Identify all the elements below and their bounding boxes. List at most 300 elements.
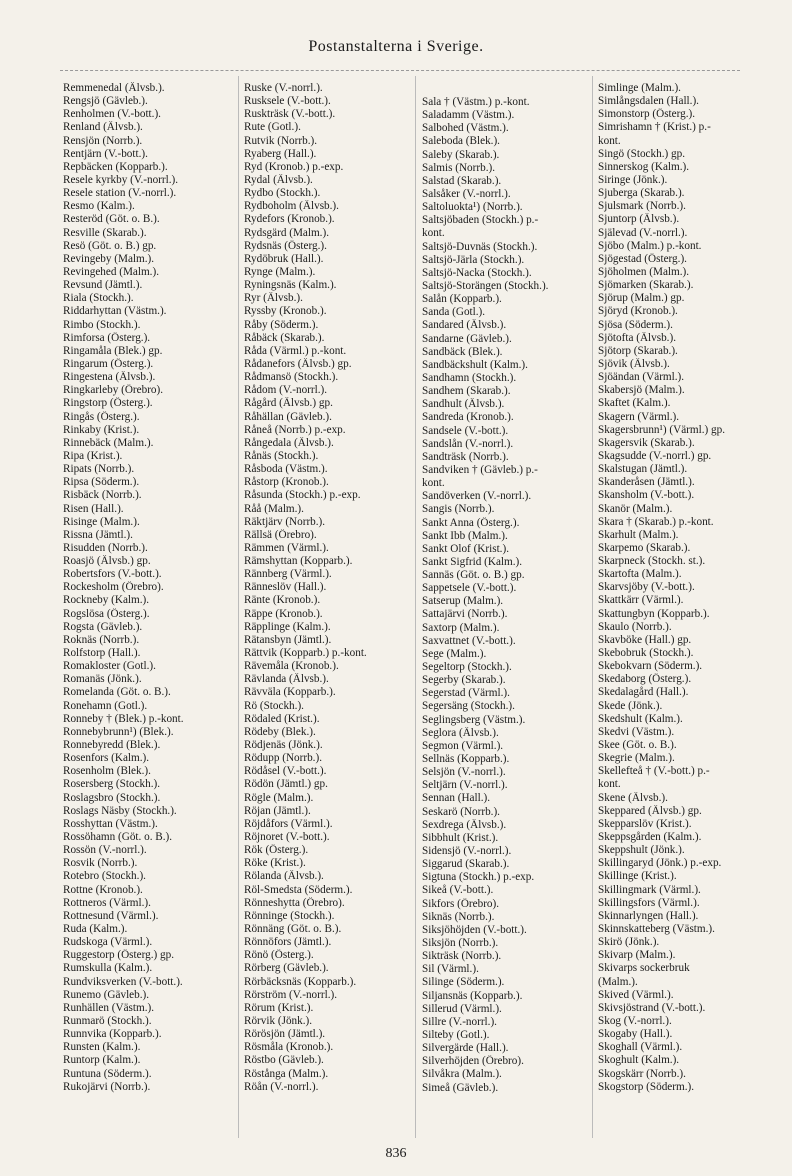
list-item: Sandviken † (Gävleb.) p.- <box>422 463 538 476</box>
list-item: Silteby (Gotl.). <box>422 1028 490 1041</box>
list-item: Skavböke (Hall.) gp. <box>598 633 692 646</box>
list-item: Saleby (Skarab.). <box>422 148 500 161</box>
list-item: Röjnoret (V.-bott.). <box>244 831 330 844</box>
list-item: Rösmåla (Kronob.). <box>244 1041 334 1054</box>
list-item: Sellnäs (Kopparb.). <box>422 753 510 766</box>
list-item: Skedshult (Kalm.). <box>598 712 683 725</box>
list-item: Salbohed (Västm.). <box>422 122 509 135</box>
list-item: Skebokvarn (Söderm.). <box>598 660 703 673</box>
list-item: Skedalagård (Hall.). <box>598 686 689 699</box>
list-item: Rönnöfors (Jämtl.). <box>244 936 332 949</box>
list-item: Resmo (Kalm.). <box>63 200 135 213</box>
list-item: Rångedala (Älvsb.). <box>244 436 334 449</box>
list-item: Skinnarlyngen (Hall.). <box>598 909 699 922</box>
list-item: Revsund (Jämtl.). <box>63 279 143 292</box>
list-item: Rönnäng (Göt. o. B.). <box>244 923 342 935</box>
list-item: Röstbo (Gävleb.). <box>244 1054 324 1067</box>
list-item: Roslagsbro (Stockh.). <box>63 791 161 804</box>
list-item: Siljansnäs (Kopparb.). <box>422 989 523 1002</box>
list-item: Rörström (V.-norrl.). <box>244 988 338 1001</box>
list-item: Rotebro (Stockh.). <box>63 870 146 883</box>
list-item: Skedvi (Västm.). <box>598 725 675 738</box>
list-item: Resville (Skarab.). <box>63 226 147 239</box>
list-item: Rörbäcksnäs (Kopparb.). <box>244 975 357 988</box>
list-item: Råneå (Norrb.) p.-exp. <box>244 423 346 436</box>
list-item: Resö (Göt. o. B.) gp. <box>63 239 157 252</box>
list-item: Risinge (Malm.). <box>63 515 140 528</box>
list-item: Rynge (Malm.). <box>244 265 316 278</box>
list-item: Sjulsmark (Norrb.). <box>598 200 686 213</box>
list-item: Skartofta (Malm.). <box>598 568 682 581</box>
list-item: Ronneby † (Blek.) p.-kont. <box>63 712 184 725</box>
list-item: Segerby (Skarab.). <box>422 674 506 687</box>
list-item: kont. <box>422 477 445 490</box>
list-item: Sandared (Älvsb.). <box>422 319 507 332</box>
list-item: Simeå (Gävleb.). <box>422 1081 499 1094</box>
list-item: Ryaberg (Hall.). <box>244 147 317 160</box>
list-item: Resteröd (Göt. o. B.). <box>63 213 160 226</box>
list-item: Salstad (Skarab.). <box>422 174 502 187</box>
list-item: Skaftet (Kalm.). <box>598 397 671 410</box>
list-item: Skellefteå † (V.-bott.) p.- <box>598 765 710 778</box>
list-item: Rätansbyn (Jämtl.). <box>244 633 332 646</box>
list-item: Ronnebyredd (Blek.). <box>63 739 161 752</box>
list-item: Sangis (Norrb.). <box>422 503 495 516</box>
list-item: Rävväla (Kopparb.). <box>244 686 336 699</box>
list-item: Runsten (Kalm.). <box>63 1041 141 1054</box>
list-item: Rogsta (Gävleb.). <box>63 620 143 633</box>
list-item: Skagersbrunn¹) (Värml.) gp. <box>598 423 726 436</box>
list-item: Saltsjö-Duvnäs (Stockh.). <box>422 240 538 253</box>
list-item: Sandhem (Skarab.). <box>422 385 511 398</box>
list-item: Salmis (Norrb.). <box>422 161 496 174</box>
list-item: Salsåker (V.-norrl.). <box>422 187 511 200</box>
list-item: Seskarö (Norrb.). <box>422 805 500 818</box>
list-item: Sala † (Västm.) p.-kont. <box>422 96 530 108</box>
list-item: Rockneby (Kalm.). <box>63 594 150 607</box>
list-item: Råbäck (Skarab.). <box>244 331 325 344</box>
list-item: Sappetsele (V.-bott.). <box>422 582 517 595</box>
list-item: Sibbhult (Krist.). <box>422 831 499 844</box>
list-item: Röjdåfors (Värml.). <box>244 817 333 830</box>
list-item: Sexdrega (Älvsb.). <box>422 818 507 831</box>
list-item: Rensjön (Norrb.). <box>63 134 143 147</box>
list-item: Skived (Värml.). <box>598 988 674 1001</box>
list-item: Sandarne (Gävleb.). <box>422 332 512 345</box>
list-item: Skogskärr (Norrb.). <box>598 1067 686 1080</box>
list-item: Ripats (Norrb.). <box>63 463 135 476</box>
list-item: Rutvik (Norrb.). <box>244 134 318 147</box>
list-item: Råstorp (Kronob.). <box>244 476 329 489</box>
list-item: Segeltorp (Stockh.). <box>422 661 512 674</box>
list-item: Rådmansö (Stockh.). <box>244 371 339 384</box>
list-item: Repbäcken (Kopparb.). <box>63 160 168 173</box>
list-item: Rödön (Jämtl.) gp. <box>244 778 328 791</box>
list-item: Skeppsgården (Kalm.). <box>598 831 702 844</box>
column-separator <box>592 76 593 1138</box>
list-item: Rödjenäs (Jönk.). <box>244 739 323 752</box>
list-item: Siksjöhöjden (V.-bott.). <box>422 923 527 936</box>
header-rule <box>60 70 740 71</box>
list-item: Sigtuna (Stockh.) p.-exp. <box>422 871 535 884</box>
list-item: Skarhult (Malm.). <box>598 528 679 541</box>
list-item: Rosersberg (Stockh.). <box>63 778 161 791</box>
list-item: Ränneslöv (Hall.). <box>244 581 327 594</box>
list-item: Rörvik (Jönk.). <box>244 1014 313 1027</box>
list-item: Rönneshytta (Örebro). <box>244 896 345 909</box>
list-item: Sannäs (Göt. o. B.) gp. <box>422 569 525 582</box>
list-item: Rissna (Jämtl.). <box>63 528 133 541</box>
list-item: Rävemåla (Kronob.). <box>244 660 339 673</box>
list-item: Sjövik (Älvsb.). <box>598 357 670 370</box>
list-item: Siknäs (Norrb.). <box>422 910 495 923</box>
list-item: Selsjön (V.-norrl.). <box>422 766 506 779</box>
list-item: Rosvik (Norrb.). <box>63 857 138 870</box>
list-item: Skagersvik (Skarab.). <box>598 436 695 449</box>
list-item: Ruggestorp (Österg.) gp. <box>63 949 175 962</box>
list-item: Rydefors (Kronob.). <box>244 213 335 226</box>
list-item: Rimforsa (Österg.). <box>63 331 151 344</box>
list-item: Revingehed (Malm.). <box>63 265 160 278</box>
list-item: Skattungbyn (Kopparb.). <box>598 607 710 620</box>
list-item: Rumskulla (Kalm.). <box>63 962 153 975</box>
list-item: Skirö (Jönk.). <box>598 936 660 949</box>
list-item: Sidensjö (V.-norrl.). <box>422 845 512 858</box>
list-item: Råå (Malm.). <box>244 502 304 515</box>
list-item: Rimbo (Stockh.). <box>63 318 141 331</box>
list-item: Remmenedal (Älvsb.). <box>63 82 165 94</box>
list-item: Runhällen (Västm.). <box>63 1001 155 1014</box>
list-item: Simlångsdalen (Hall.). <box>598 95 699 108</box>
list-item: Sennan (Hall.). <box>422 792 491 805</box>
list-item: Sillre (V.-norrl.). <box>422 1015 497 1028</box>
list-item: Skene (Älvsb.). <box>598 791 668 804</box>
list-item: Skinnskatteberg (Västm.). <box>598 923 715 935</box>
list-item: Saxtorp (Malm.). <box>422 621 500 634</box>
list-item: Rosenholm (Blek.). <box>63 765 151 778</box>
list-item: Riala (Stockh.). <box>63 292 134 305</box>
list-item: Skedaborg (Österg.). <box>598 673 692 686</box>
list-item: Skillingsfors (Värml.). <box>598 896 700 909</box>
list-item: Rönninge (Stockh.). <box>244 909 335 922</box>
list-item: Sege (Malm.). <box>422 647 487 660</box>
list-item: Robertsfors (V.-bott.). <box>63 568 162 581</box>
list-item: Sikeå (V.-bott.). <box>422 884 494 897</box>
list-item: Ringarum (Österg.). <box>63 357 154 370</box>
list-item: Rockesholm (Örebro). <box>63 581 164 594</box>
list-item: Saltsjö-Järla (Stockh.). <box>422 253 525 266</box>
list-item: Silverhöjden (Örebro). <box>422 1055 524 1068</box>
list-item: Rådanefors (Älvsb.) gp. <box>244 357 352 370</box>
list-item: Ruda (Kalm.). <box>63 923 128 935</box>
list-item: Rök (Österg.). <box>244 844 309 857</box>
list-item: Sikfors (Örebro). <box>422 897 500 910</box>
list-item: Råsboda (Västm.). <box>244 463 328 476</box>
list-item: Ripa (Krist.). <box>63 449 123 462</box>
list-item: Röjan (Jämtl.). <box>244 804 311 817</box>
column-1 <box>63 82 235 1094</box>
list-item: Satserup (Malm.). <box>422 595 504 608</box>
list-item: Sjötorp (Skarab.). <box>598 344 678 357</box>
list-item: Sankt Ibb (Malm.). <box>422 529 508 542</box>
list-item: Rydöbruk (Hall.). <box>244 252 324 265</box>
list-item: Siringe (Jönk.). <box>598 173 668 186</box>
list-item: Runtorp (Kalm.). <box>63 1054 141 1067</box>
list-item: Renland (Älvsb.). <box>63 121 143 134</box>
list-item: Siggarud (Skarab.). <box>422 858 510 871</box>
list-item: Skee (Göt. o. B.). <box>598 739 677 752</box>
list-item: Simlinge (Malm.). <box>598 82 681 94</box>
list-item: Skillingmark (Värml.). <box>598 883 701 896</box>
list-item: Sjötofta (Älvsb.). <box>598 331 676 344</box>
list-item: Segerstad (Värml.). <box>422 687 510 700</box>
list-item: Siksjön (Norrb.). <box>422 937 499 949</box>
list-item: Rännberg (Värml.). <box>244 568 332 581</box>
list-item: Rydboholm (Älvsb.). <box>244 200 339 213</box>
list-item: Seltjärn (V.-norrl.). <box>422 779 508 792</box>
list-item: Skede (Jönk.). <box>598 699 663 712</box>
list-item: Rengsjö (Gävleb.). <box>63 95 148 108</box>
list-item: Ryr (Älvsb.). <box>244 292 303 305</box>
list-item: Rämmen (Värml.). <box>244 541 329 554</box>
list-item: Sattajärvi (Norrb.). <box>422 608 508 621</box>
list-item: Ränte (Kronob.). <box>244 594 321 607</box>
list-item: Sjöryd (Kronob.). <box>598 305 678 318</box>
list-item: Sinnerskog (Kalm.). <box>598 160 690 173</box>
list-item: Skagern (Värml.). <box>598 410 680 423</box>
list-item: Rudskoga (Värml.). <box>63 936 153 949</box>
list-item: Singö (Stockh.) gp. <box>598 147 686 160</box>
list-item: Ringstorp (Österg.). <box>63 397 153 410</box>
list-item: Salån (Kopparb.). <box>422 293 502 306</box>
column-3 <box>422 96 590 1095</box>
list-item: Skivarps sockerbruk <box>598 962 690 975</box>
list-item: Rågård (Älvsb.) gp. <box>244 397 333 410</box>
list-item: Råsunda (Stockh.) p.-exp. <box>244 489 361 502</box>
list-item: Skaulo (Norrb.). <box>598 620 672 633</box>
list-item: Sjörup (Malm.) gp. <box>598 292 685 305</box>
list-item: Skebobruk (Stockh.). <box>598 647 694 660</box>
list-item: Rentjärn (V.-bott.). <box>63 147 148 160</box>
list-item: Silinge (Söderm.). <box>422 976 505 989</box>
list-item: Rolfstorp (Hall.). <box>63 647 141 660</box>
list-item: Rinkaby (Krist.). <box>63 423 140 436</box>
list-item: Resele kyrkby (V.-norrl.). <box>63 173 179 186</box>
list-item: Röke (Krist.). <box>244 857 306 870</box>
list-item: Sanda (Gotl.). <box>422 306 486 319</box>
list-item: Rölanda (Älvsb.). <box>244 870 324 883</box>
list-item: Skabersjö (Malm.). <box>598 384 685 397</box>
list-item: Sandreda (Kronob.). <box>422 411 514 424</box>
list-item: Själevad (V.-norrl.). <box>598 226 688 239</box>
list-item: Skagsudde (V.-norrl.) gp. <box>598 449 712 462</box>
list-item: Rödupp (Norrb.). <box>244 752 322 765</box>
list-item: Rosshyttan (Västm.). <box>63 817 158 830</box>
list-item: Sjuntorp (Älvsb.). <box>598 213 680 226</box>
column-separator <box>238 76 239 1138</box>
list-item: Rönö (Österg.). <box>244 949 314 962</box>
list-item: Sandträsk (Norrb.). <box>422 450 509 463</box>
list-item: Rydsnäs (Österg.). <box>244 239 327 252</box>
column-2 <box>244 82 412 1094</box>
list-item: Silvergärde (Hall.). <box>422 1042 509 1055</box>
list-item: Rävlanda (Älvsb.). <box>244 673 329 686</box>
list-item: Runnvika (Kopparb.). <box>63 1028 162 1041</box>
list-item: Rörösjön (Jämtl.). <box>244 1028 326 1041</box>
list-item: Sjuberga (Skarab.). <box>598 187 685 200</box>
list-item: Saltsjö-Storängen (Stockh.). <box>422 279 549 292</box>
list-item: Skoghall (Värml.). <box>598 1041 683 1054</box>
list-item: Sandslån (V.-norrl.). <box>422 437 514 450</box>
list-item: Sjögestad (Österg.). <box>598 252 687 265</box>
list-item: Skogstorp (Söderm.). <box>598 1080 695 1093</box>
column-4 <box>598 82 770 1094</box>
list-item: Ryd (Kronob.) p.-exp. <box>244 160 344 173</box>
list-item: Rosenfors (Kalm.). <box>63 752 150 765</box>
list-item: Sandöverken (V.-norrl.). <box>422 490 532 503</box>
list-item: Ronehamn (Gotl.). <box>63 699 148 712</box>
list-item: Simrishamn † (Krist.) p.- <box>598 121 711 134</box>
list-item: Rusksele (V.-bott.). <box>244 95 331 108</box>
list-item: Roslags Näsby (Stockh.). <box>63 804 177 817</box>
list-item: Skepparslöv (Krist.). <box>598 817 692 830</box>
list-item: Sjöändan (Värml.). <box>598 371 685 384</box>
list-item: Skillinge (Krist.). <box>598 870 677 883</box>
list-item: Rukojärvi (Norrb.). <box>63 1080 151 1093</box>
list-item: Ringestena (Älvsb.). <box>63 371 156 384</box>
list-item: Rottneros (Värml.). <box>63 896 151 909</box>
list-item: Risudden (Norrb.). <box>63 541 148 554</box>
list-item: Runemo (Gävleb.). <box>63 988 150 1001</box>
list-item: Skivarp (Malm.). <box>598 949 676 962</box>
list-item: kont. <box>598 778 621 791</box>
list-item: Sjöbo (Malm.) p.-kont. <box>598 239 702 252</box>
list-item: Saleboda (Blek.). <box>422 135 500 148</box>
list-item: Rossöhamn (Göt. o. B.). <box>63 831 173 844</box>
list-item: Rydal (Älvsb.). <box>244 173 313 186</box>
list-item: Räpplinge (Kalm.). <box>244 620 331 633</box>
list-item: Saltoluokta¹) (Norrb.). <box>422 201 523 214</box>
list-item: Roasjö (Älvsb.) gp. <box>63 555 151 568</box>
list-item: Segersäng (Stockh.). <box>422 700 515 713</box>
list-item: Resele station (V.-norrl.). <box>63 187 177 200</box>
list-item: Rånäs (Stockh.). <box>244 449 319 462</box>
list-item: Sjömarken (Skarab.). <box>598 279 694 292</box>
list-item: Ruskträsk (V.-bott.). <box>244 108 336 121</box>
list-item: Skara † (Skarab.) p.-kont. <box>598 515 714 528</box>
list-item: Sjöholmen (Malm.). <box>598 265 690 278</box>
list-item: Saltsjö-Nacka (Stockh.). <box>422 266 532 279</box>
list-item: Romanäs (Jönk.). <box>63 673 142 686</box>
column-separator <box>415 76 416 1138</box>
page-number: 836 <box>385 1146 407 1161</box>
list-item: Skogaby (Hall.). <box>598 1028 673 1041</box>
list-item: Romakloster (Gotl.). <box>63 660 156 673</box>
list-item: kont. <box>422 227 445 240</box>
list-item: Skoghult (Kalm.). <box>598 1054 680 1067</box>
list-item: Rörberg (Gävleb.). <box>244 962 329 975</box>
list-item: Röstånga (Malm.). <box>244 1067 329 1080</box>
list-item: Rämshyttan (Kopparb.). <box>244 555 353 568</box>
list-item: Skanderåsen (Jämtl.). <box>598 476 695 489</box>
list-item: Rö (Stockh.). <box>244 699 304 712</box>
list-item: Rällsä (Örebro). <box>244 528 317 541</box>
list-item: Saladamm (Västm.). <box>422 109 515 122</box>
list-item: Råda (Värml.) p.-kont. <box>244 344 347 357</box>
list-item: Skanör (Malm.). <box>598 502 673 515</box>
list-item: Sandsele (V.-bott.). <box>422 424 509 437</box>
list-item: Skalstugan (Jämtl.). <box>598 463 688 476</box>
list-item: Saltsjöbaden (Stockh.) p.- <box>422 214 539 227</box>
list-item: Ronnebybrunn¹) (Blek.). <box>63 725 174 738</box>
list-item: Rättvik (Kopparb.) p.-kont. <box>244 647 367 660</box>
list-item: Ryssby (Kronob.). <box>244 305 327 318</box>
list-item: Skarvsjöby (V.-bott.). <box>598 581 695 594</box>
list-item: Sandbäckshult (Kalm.). <box>422 358 528 371</box>
list-item: Skansholm (V.-bott.). <box>598 489 695 502</box>
list-item: Räppe (Kronob.). <box>244 607 323 620</box>
list-item: Rinnebäck (Malm.). <box>63 436 154 449</box>
list-item: Sankt Olof (Krist.). <box>422 542 510 555</box>
list-item: Risbäck (Norrb.). <box>63 489 142 502</box>
list-item: Råby (Söderm.). <box>244 318 319 331</box>
list-item: Segmon (Värml.). <box>422 739 504 752</box>
list-item: Rogslösa (Österg.). <box>63 607 150 620</box>
list-item: kont. <box>598 134 621 147</box>
list-item: Ripsa (Söderm.). <box>63 476 140 489</box>
list-item: Simonstorp (Österg.). <box>598 108 696 121</box>
list-item: Sillerud (Värml.). <box>422 1002 502 1015</box>
page-title: Postanstalterna i Sverige. <box>308 38 484 55</box>
list-item: Rödåsel (V.-bott.). <box>244 765 327 778</box>
list-item: Ruske (V.-norrl.). <box>244 82 323 94</box>
list-item: Sikträsk (Norrb.). <box>422 950 502 963</box>
list-item: Silvåkra (Malm.). <box>422 1068 502 1081</box>
list-item: Rydbo (Stockh.). <box>244 187 321 200</box>
list-item: Röån (V.-norrl.). <box>244 1080 319 1093</box>
list-item: Revingeby (Malm.). <box>63 252 155 265</box>
list-item: Sandbäck (Blek.). <box>422 345 503 358</box>
list-item: Skarpneck (Stockh. st.). <box>598 555 706 568</box>
list-item: Renholmen (V.-bott.). <box>63 108 161 121</box>
list-item: Rödeby (Blek.). <box>244 725 316 738</box>
list-item: Rögle (Malm.). <box>244 791 314 804</box>
list-item: Ringamåla (Blek.) gp. <box>63 344 163 357</box>
list-item: Rute (Gotl.). <box>244 121 301 134</box>
list-item: Rundviksverken (V.-bott.). <box>63 975 183 988</box>
list-item: Seglora (Älvsb.). <box>422 726 499 739</box>
list-item: Rottne (Kronob.). <box>63 883 143 896</box>
list-item: Sankt Anna (Österg.). <box>422 516 520 529</box>
list-item: Rådom (V.-norrl.). <box>244 384 328 397</box>
list-item: Räktjärv (Norrb.). <box>244 515 326 528</box>
list-item: Råhällan (Gävleb.). <box>244 410 332 423</box>
list-item: Romelanda (Göt. o. B.). <box>63 686 171 699</box>
list-item: Sankt Sigfrid (Kalm.). <box>422 555 523 568</box>
list-item: Rörum (Krist.). <box>244 1001 314 1014</box>
list-item: Rydsgärd (Malm.). <box>244 226 329 239</box>
list-item: Sandhamn (Stockh.). <box>422 371 517 384</box>
list-item: Roknäs (Norrb.). <box>63 633 140 646</box>
list-item: Risen (Hall.). <box>63 502 124 515</box>
list-item: Skarpemo (Skarab.). <box>598 541 691 554</box>
list-item: Sil (Värml.). <box>422 963 479 976</box>
list-item: Skegrie (Malm.). <box>598 752 675 765</box>
list-item: (Malm.). <box>598 975 638 988</box>
list-item: Runmarö (Stockh.). <box>63 1014 152 1027</box>
list-item: Runtuna (Söderm.). <box>63 1067 152 1080</box>
list-item: Saxvattnet (V.-bott.). <box>422 634 516 647</box>
